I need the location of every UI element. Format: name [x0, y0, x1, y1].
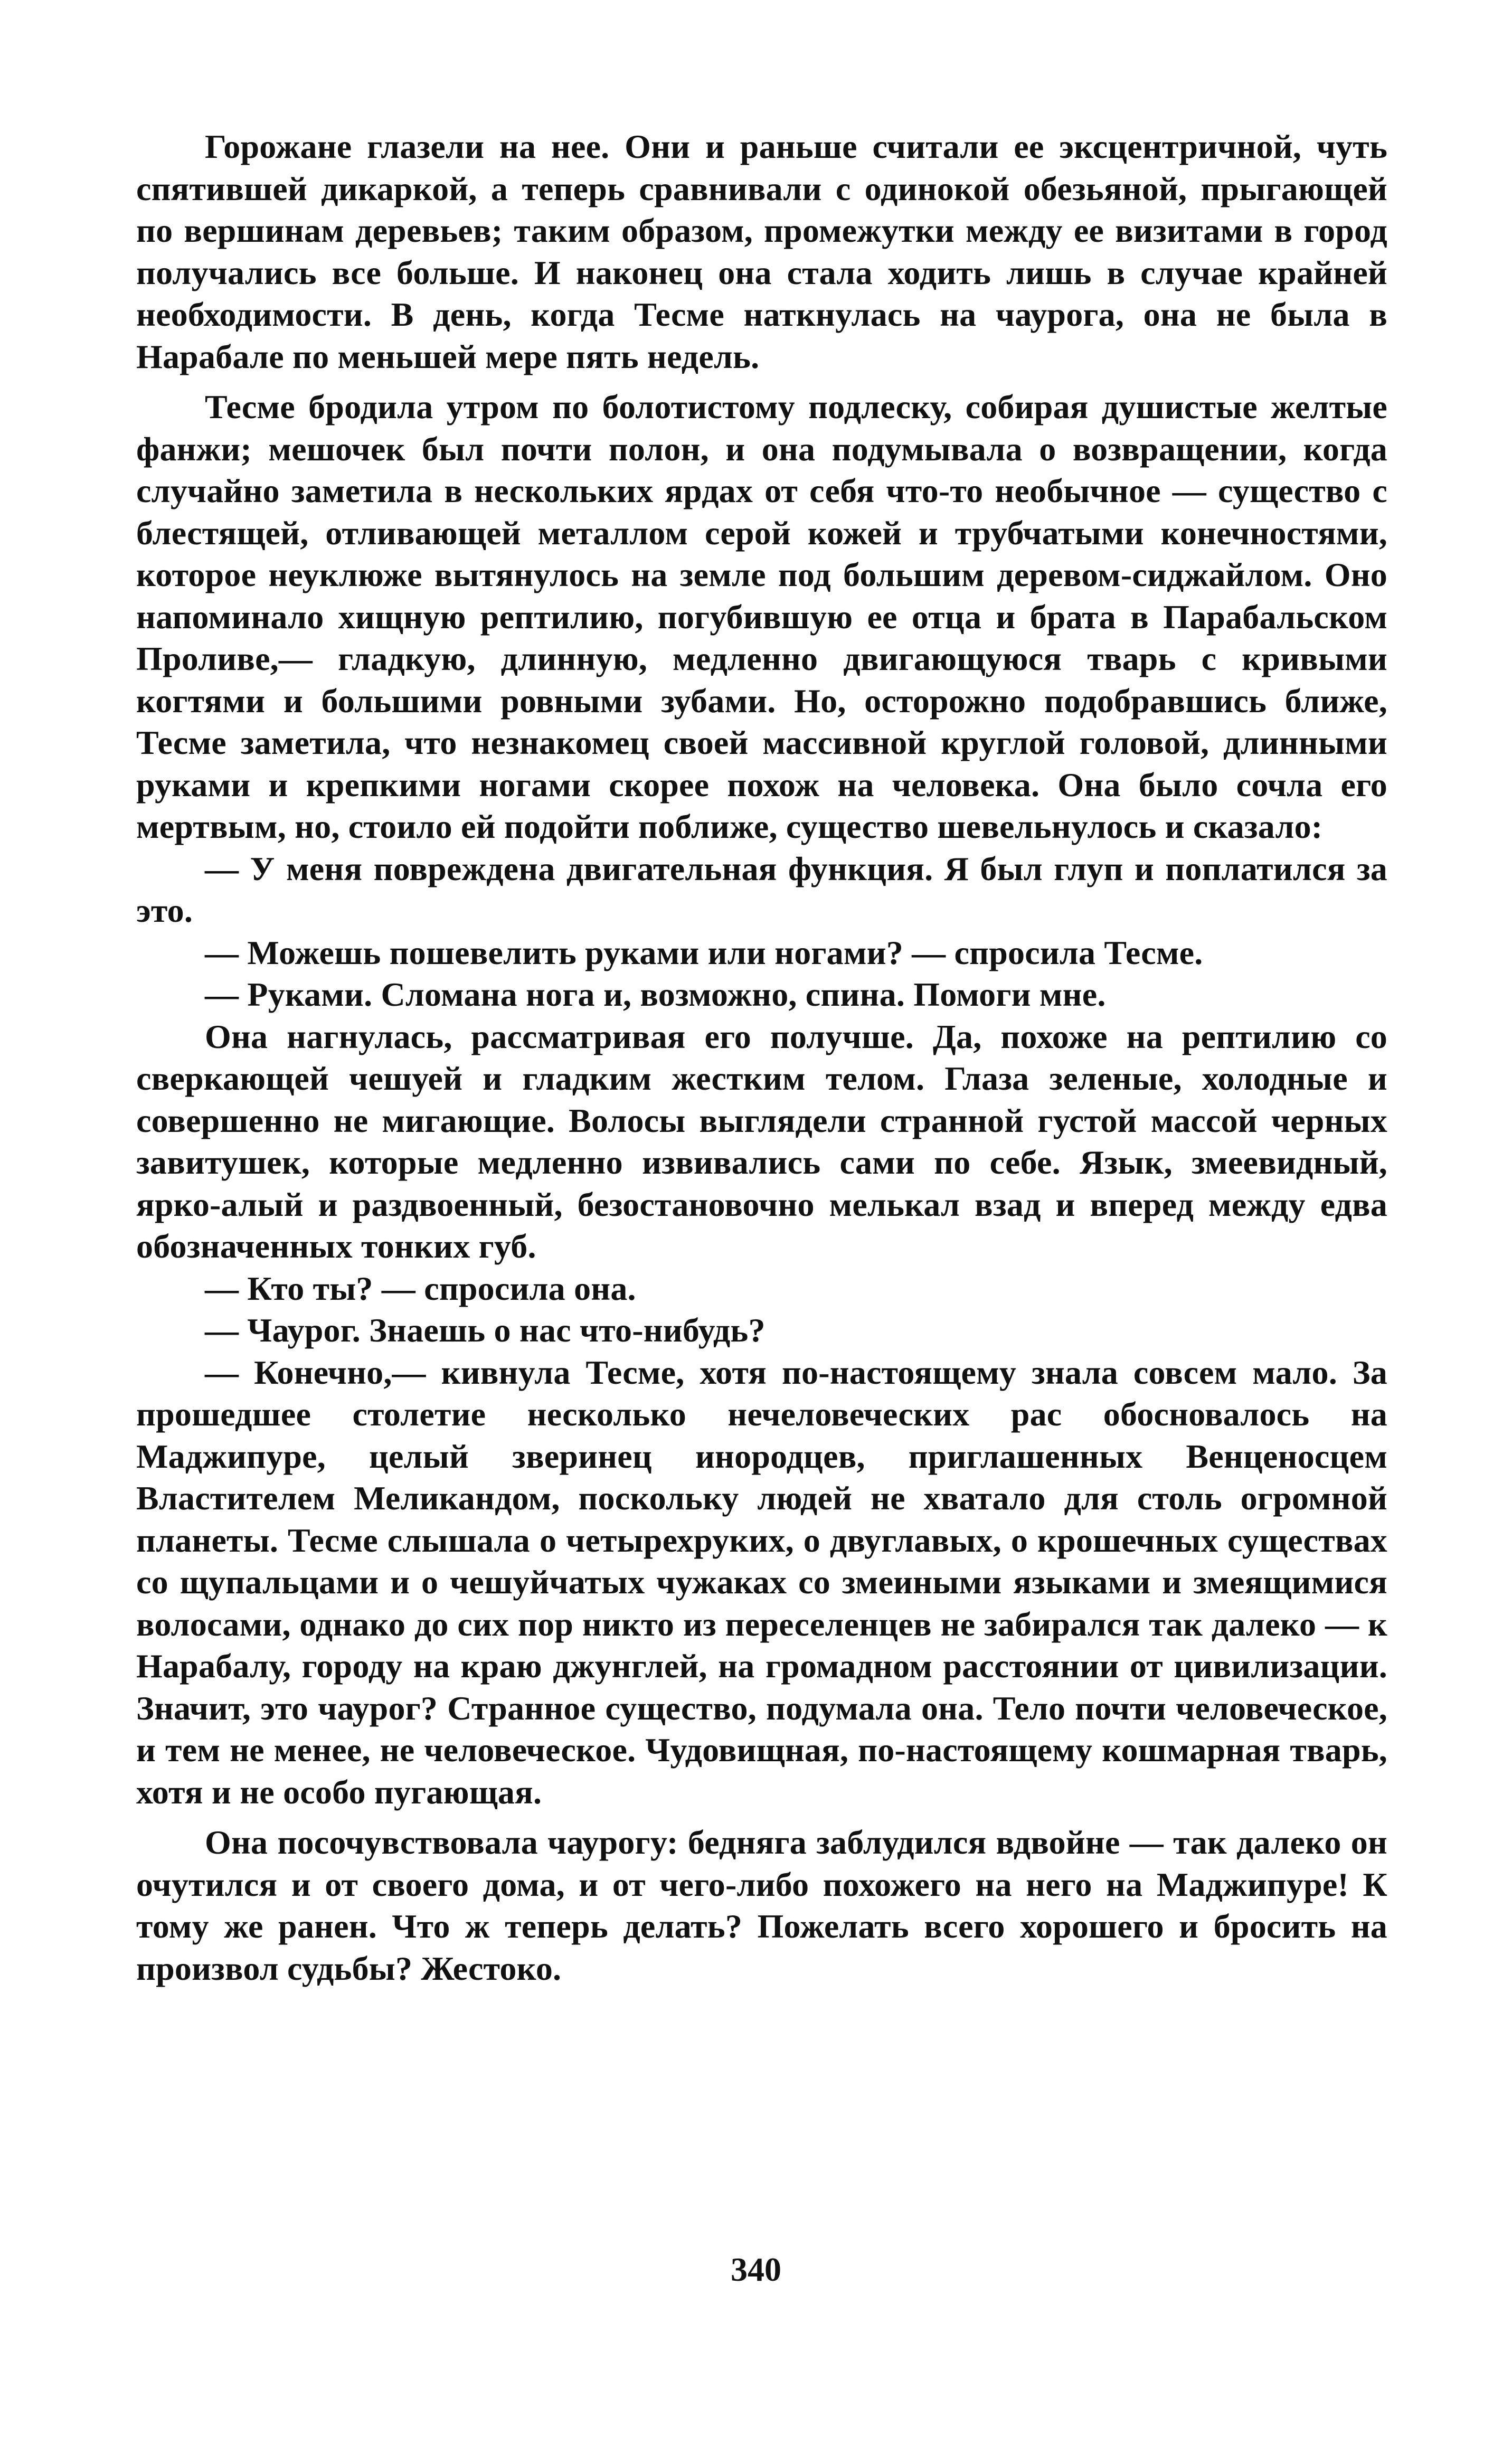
dialogue-line: — У меня повреждена двигательная функция. Я был глуп и поплатился за это.	[136, 849, 1387, 929]
paragraph: Она посочувствовала чаурогу: бедняга заблудился вдвойне — так далеко он очутился и от своего дома, и от чего-либо похожего на него на Маджипуре! К тому же ранен. Что ж теперь делать? Пожелать всего хорошего и бросить на произвол судьбы? Жестоко.	[136, 1824, 1387, 1987]
page-number: 340	[731, 2251, 781, 2288]
dialogue-line: — Руками. Сломана нога и, возможно, спина. Помоги мне.	[205, 976, 1106, 1013]
dialogue-line: — Кто ты? — спросила она.	[205, 1269, 636, 1307]
paragraph: Горожане глазели на нее. Они и раньше считали ее эксцентричной, чуть спятившей дикаркой, а теперь сравнивали с одинокой обезьяной, прыгающей по вершинам деревьев; таким образом, промежутки между ее визитами в город получались все больше. И наконец она стала ходить лишь в случае крайней необходимости. В день, когда Тесме наткнулась на чаурога, она не была в Нарабале по меньшей мере пять недель.	[136, 128, 1387, 375]
dialogue-line: — Чаурог. Знаешь о нас что-нибудь?	[205, 1311, 766, 1349]
body-text	[136, 126, 1387, 1989]
paragraph: Тесме бродила утром по болотистому подлеску, собирая душистые желтые фанжи; мешочек был почти полон, и она подумывала о возвращении, когда случайно заметила в нескольких ярдах от себя что-то необычное — существо с блестящей, отливающей металлом серой кожей и трубчатыми конечностями, которое неуклюже вытянулось на земле под большим деревом-сиджайлом. Оно напоминало хищную рептилию, погубившую ее отца и брата в Парабальском Проливе,— гладкую, длинную, медленно двигающуюся тварь с кривыми когтями и большими ровными зубами. Но, осторожно подобравшись ближе, Тесме заметила, что незнакомец своей массивной круглой головой, длинными руками и крепкими ногами скорее похож на человека. Она было сочла его мертвым, но, стоило ей подойти поближе, существо шевельнулось и сказало:	[136, 388, 1387, 845]
dialogue-line: — Можешь пошевелить руками или ногами? — спросила Тесме.	[205, 933, 1203, 971]
dialogue-line: — Конечно,— кивнула Тесме, хотя по-настоящему знала совсем мало. За прошедшее столетие несколько нечеловеческих рас обосновалось на Маджипуре, целый зверинец инородцев, приглашенных Венценосцем Властителем Меликандом, поскольку людей не хватало для столь огромной планеты. Тесме слышала о четырехруких, о двуглавых, о крошечных существах со щупальцами и о чешуйчатых чужаках со змеиными языками и змеящимися волосами, однако до сих пор никто из переселенцев не забирался так далеко — к Нарабалу, городу на краю джунглей, на громадном расстоянии от цивилизации. Значит, это чаурог? Странное существо, подумала она. Тело почти человеческое, и тем не менее, не человеческое. Чудовищная, по-настоящему кошмарная тварь, хотя и не особо пугающая.	[136, 1353, 1387, 1811]
paragraph: Она нагнулась, рассматривая его получше. Да, похоже на рептилию со сверкающей чешуей и гладким жестким телом. Глаза зеленые, холодные и совершенно не мигающие. Волосы выглядели странной густой массой черных завитушек, которые медленно извивались сами по себе. Язык, змеевидный, ярко-алый и раздвоенный, безостановочно мелькал взад и вперед между едва обозначенных тонких губ.	[136, 1017, 1387, 1265]
